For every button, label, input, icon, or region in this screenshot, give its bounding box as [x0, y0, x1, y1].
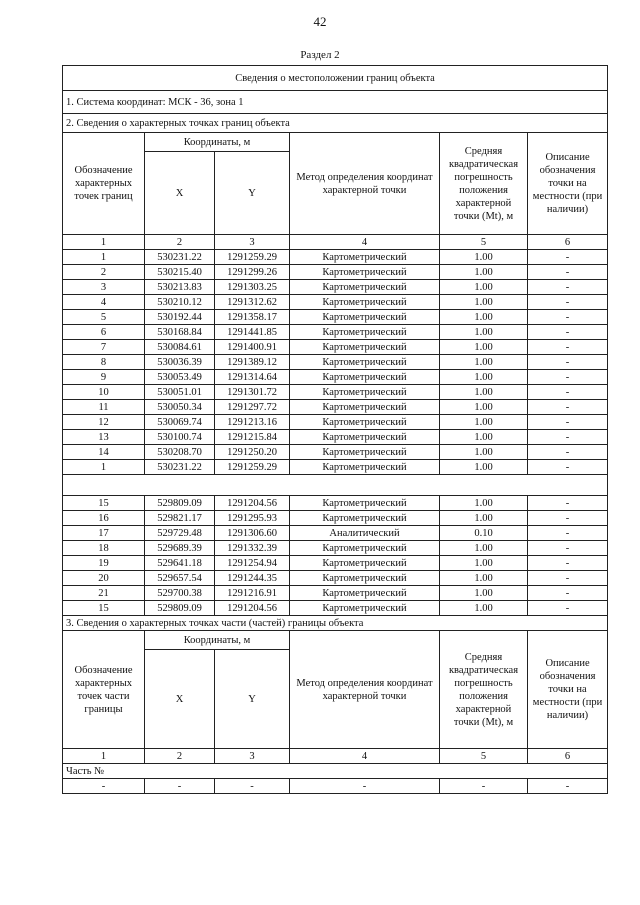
table-cell: 530069.74 [145, 415, 215, 430]
table-cell: 1.00 [440, 586, 528, 601]
table-cell: Картометрический [290, 295, 440, 310]
table-cell: - [290, 779, 440, 794]
table-cell: - [528, 415, 608, 430]
table-cell: 1.00 [440, 445, 528, 460]
table-cell: 1.00 [440, 385, 528, 400]
table-cell: 9 [63, 370, 145, 385]
header-point-designation: Обозначение характерных точек границ [63, 133, 145, 235]
table-cell: 1.00 [440, 556, 528, 571]
table-cell: - [528, 601, 608, 616]
table-cell: - [528, 460, 608, 475]
table-cell: 1291358.17 [215, 310, 290, 325]
table-cell: Картометрический [290, 556, 440, 571]
page-number: 42 [313, 14, 327, 29]
header-description: Описание обозначения точки на местности (при наличии) [528, 133, 608, 235]
table-cell: 1291312.62 [215, 295, 290, 310]
table-row [63, 370, 608, 385]
table-cell: 1291306.60 [215, 526, 290, 541]
section3-title: 3. Сведения о характерных точках части (частей) границы объекта [63, 616, 608, 631]
table-row [63, 340, 608, 355]
table-cell: 1 [63, 460, 145, 475]
column-number: 3 [215, 235, 290, 250]
table-cell: 530208.70 [145, 445, 215, 460]
table-cell: 1291389.12 [215, 355, 290, 370]
header-error: Средняя квадратическая погрешность положения характерной точки (Mt), м [440, 133, 528, 235]
table-cell: 1291295.93 [215, 511, 290, 526]
table-cell: 1291297.72 [215, 400, 290, 415]
table-cell: 10 [63, 385, 145, 400]
table-cell: 7 [63, 340, 145, 355]
table-cell: Картометрический [290, 250, 440, 265]
table-cell: 1.00 [440, 310, 528, 325]
table-cell: - [528, 586, 608, 601]
table-cell: 529809.09 [145, 601, 215, 616]
table-row [63, 511, 608, 526]
table-row [63, 280, 608, 295]
table-cell: 0.10 [440, 526, 528, 541]
part-row [63, 779, 608, 794]
table-cell: 1291250.20 [215, 445, 290, 460]
table-title: Сведения о местоположении границ объекта [63, 66, 608, 91]
table-cell: 1291259.29 [215, 250, 290, 265]
column-number: 4 [290, 235, 440, 250]
table-cell: Картометрический [290, 265, 440, 280]
table-cell: - [528, 556, 608, 571]
table-cell: Картометрический [290, 445, 440, 460]
table-cell: Картометрический [290, 310, 440, 325]
table-cell: 11 [63, 400, 145, 415]
table-row [63, 541, 608, 556]
table-cell: - [215, 779, 290, 794]
table-cell: Картометрический [290, 430, 440, 445]
header-y: Y [215, 152, 290, 235]
table-cell: 13 [63, 430, 145, 445]
table-cell: 1291213.16 [215, 415, 290, 430]
table-cell: Картометрический [290, 511, 440, 526]
header-x-part: X [145, 650, 215, 749]
separator-row [63, 475, 608, 496]
table-cell: Картометрический [290, 280, 440, 295]
table-row [63, 445, 608, 460]
table-cell: 530192.44 [145, 310, 215, 325]
table-cell: - [528, 280, 608, 295]
table-cell: 4 [63, 295, 145, 310]
column-number: 5 [440, 749, 528, 764]
table-cell: - [528, 430, 608, 445]
table-cell: 1291299.26 [215, 265, 290, 280]
table-cell: 530231.22 [145, 460, 215, 475]
table-cell: 530231.22 [145, 250, 215, 265]
header-method-part: Метод определения координат характерной точки [290, 631, 440, 749]
table-cell: Картометрический [290, 340, 440, 355]
table-cell: 16 [63, 511, 145, 526]
table-cell: 1291301.72 [215, 385, 290, 400]
table-cell: 5 [63, 310, 145, 325]
table-row [63, 430, 608, 445]
table-cell: 529821.17 [145, 511, 215, 526]
table-row [63, 250, 608, 265]
part-label: Часть № [63, 764, 608, 779]
table-cell: 529657.54 [145, 571, 215, 586]
table-cell: 529809.09 [145, 496, 215, 511]
table-row [63, 601, 608, 616]
table-cell: Картометрический [290, 385, 440, 400]
table-cell: 1.00 [440, 400, 528, 415]
table-cell: 1.00 [440, 265, 528, 280]
table-cell: 1.00 [440, 295, 528, 310]
table-cell: 19 [63, 556, 145, 571]
table-cell: 1.00 [440, 571, 528, 586]
boundaries-table [62, 65, 608, 794]
column-number: 1 [63, 749, 145, 764]
table-cell: - [528, 385, 608, 400]
column-number: 4 [290, 749, 440, 764]
table-row [63, 556, 608, 571]
table-cell: 6 [63, 325, 145, 340]
table-cell: Картометрический [290, 586, 440, 601]
table-cell: Картометрический [290, 415, 440, 430]
column-number: 1 [63, 235, 145, 250]
table-cell: 529641.18 [145, 556, 215, 571]
table-cell: - [528, 355, 608, 370]
header-point-designation-part: Обозначение характерных точек части границы [63, 631, 145, 749]
table-cell: 529729.48 [145, 526, 215, 541]
column-number: 2 [145, 749, 215, 764]
header-coordinates-part: Координаты, м [145, 631, 290, 650]
table-cell: Картометрический [290, 325, 440, 340]
table-cell: 1291244.35 [215, 571, 290, 586]
table-cell: 530050.34 [145, 400, 215, 415]
column-number: 3 [215, 749, 290, 764]
column-number: 6 [528, 749, 608, 764]
table-cell: 1.00 [440, 430, 528, 445]
table-row [63, 385, 608, 400]
table-cell: 1291204.56 [215, 601, 290, 616]
table-cell: 1291332.39 [215, 541, 290, 556]
table-cell: 529689.39 [145, 541, 215, 556]
table-cell: - [145, 779, 215, 794]
table-cell: 15 [63, 496, 145, 511]
table-cell: - [440, 779, 528, 794]
section2-title: 2. Сведения о характерных точках границ объекта [63, 114, 608, 133]
table-cell: 17 [63, 526, 145, 541]
column-number: 2 [145, 235, 215, 250]
table-cell: Картометрический [290, 355, 440, 370]
table-cell: 21 [63, 586, 145, 601]
column-number: 6 [528, 235, 608, 250]
table-cell: 530100.74 [145, 430, 215, 445]
table-cell: 1291215.84 [215, 430, 290, 445]
header-x: X [145, 152, 215, 235]
table-cell: - [528, 779, 608, 794]
table-cell: 3 [63, 280, 145, 295]
table-cell: 1.00 [440, 250, 528, 265]
table-cell: 1291259.29 [215, 460, 290, 475]
table-cell: 1291216.91 [215, 586, 290, 601]
table-cell: 530168.84 [145, 325, 215, 340]
column-numbers-row-part [63, 749, 608, 764]
table-cell: - [528, 295, 608, 310]
table-cell: - [528, 370, 608, 385]
table-cell: 1.00 [440, 370, 528, 385]
table-cell: 1291254.94 [215, 556, 290, 571]
table-cell: - [528, 496, 608, 511]
table-row [63, 400, 608, 415]
table-cell: - [528, 526, 608, 541]
table-row [63, 586, 608, 601]
table-cell: 530215.40 [145, 265, 215, 280]
table-cell: - [528, 325, 608, 340]
table-cell: 2 [63, 265, 145, 280]
table-cell: - [528, 541, 608, 556]
table-cell: 1.00 [440, 280, 528, 295]
table-row [63, 415, 608, 430]
table-cell: 1.00 [440, 496, 528, 511]
header-y-part: Y [215, 650, 290, 749]
table-cell: 1291314.64 [215, 370, 290, 385]
table-row [63, 571, 608, 586]
table-cell: - [528, 265, 608, 280]
table-cell: 8 [63, 355, 145, 370]
table-cell: - [63, 779, 145, 794]
table-cell: - [528, 250, 608, 265]
column-number: 5 [440, 235, 528, 250]
table-cell: 14 [63, 445, 145, 460]
header-coordinates: Координаты, м [145, 133, 290, 152]
table-cell: 1291204.56 [215, 496, 290, 511]
table-cell: 530213.83 [145, 280, 215, 295]
table-row [63, 295, 608, 310]
table-row [63, 460, 608, 475]
table-cell: 530036.39 [145, 355, 215, 370]
table-cell: 1.00 [440, 340, 528, 355]
table-cell: Картометрический [290, 541, 440, 556]
table-cell: - [528, 445, 608, 460]
table-cell: Картометрический [290, 571, 440, 586]
column-numbers-row [63, 235, 608, 250]
table-cell: - [528, 310, 608, 325]
table-cell: 530053.49 [145, 370, 215, 385]
table-cell: 1.00 [440, 325, 528, 340]
table-cell: - [528, 340, 608, 355]
table-cell: 12 [63, 415, 145, 430]
table-cell: 1.00 [440, 511, 528, 526]
table-cell: 530084.61 [145, 340, 215, 355]
table-cell: 1.00 [440, 601, 528, 616]
header-description-part: Описание обозначения точки на местности (при наличии) [528, 631, 608, 749]
table-cell: - [528, 571, 608, 586]
table-cell: Картометрический [290, 460, 440, 475]
table-cell: Картометрический [290, 400, 440, 415]
table-cell: Картометрический [290, 601, 440, 616]
table-cell: 1.00 [440, 415, 528, 430]
table-cell: 530051.01 [145, 385, 215, 400]
table-cell: 1291441.85 [215, 325, 290, 340]
table-row [63, 310, 608, 325]
table-cell: - [528, 511, 608, 526]
table-cell: 1 [63, 250, 145, 265]
table-cell: 1.00 [440, 355, 528, 370]
coordinate-system: 1. Система координат: МСК - 36, зона 1 [63, 91, 608, 114]
table-cell: 1291400.91 [215, 340, 290, 355]
table-cell: Картометрический [290, 370, 440, 385]
table-row [63, 355, 608, 370]
table-cell: 530210.12 [145, 295, 215, 310]
table-row [63, 265, 608, 280]
table-row [63, 526, 608, 541]
table-row [63, 496, 608, 511]
table-cell: 529700.38 [145, 586, 215, 601]
table-cell: 15 [63, 601, 145, 616]
table-cell: - [528, 400, 608, 415]
section-title: Раздел 2 [300, 49, 340, 61]
header-method: Метод определения координат характерной точки [290, 133, 440, 235]
table-cell: Аналитический [290, 526, 440, 541]
table-row [63, 325, 608, 340]
table-cell: 1.00 [440, 541, 528, 556]
table-cell: 1291303.25 [215, 280, 290, 295]
table-cell: Картометрический [290, 496, 440, 511]
header-error-part: Средняя квадратическая погрешность положения характерной точки (Mt), м [440, 631, 528, 749]
table-cell: 20 [63, 571, 145, 586]
table-cell: 1.00 [440, 460, 528, 475]
table-cell: 18 [63, 541, 145, 556]
